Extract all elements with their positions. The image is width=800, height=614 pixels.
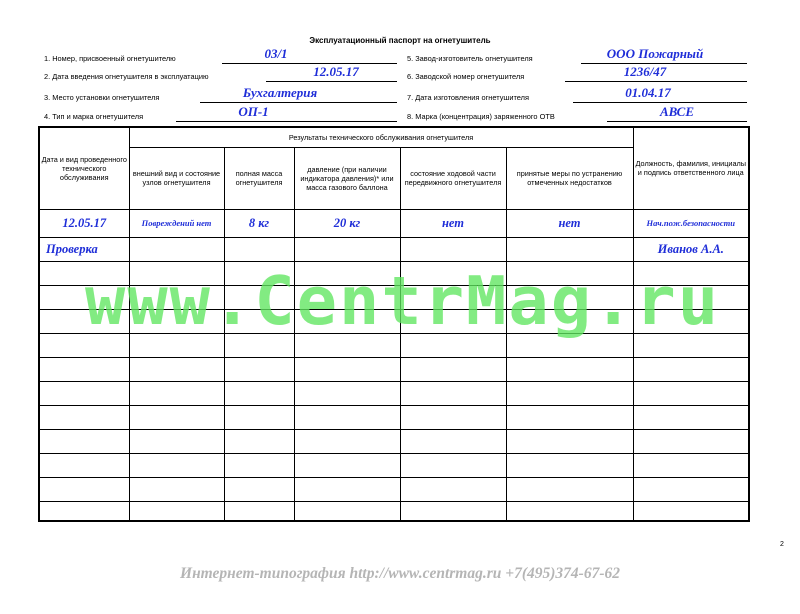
document-title: Эксплуатационный паспорт на огнетушитель xyxy=(309,36,491,45)
field-agent-value: АВСЕ xyxy=(659,104,695,119)
table-cell: нет xyxy=(506,209,633,237)
table-cell: Проверка xyxy=(39,237,129,261)
field-manufacture-date-line xyxy=(573,102,747,103)
table-cell: 12.05.17 xyxy=(39,209,129,237)
field-location-label: 3. Место установки огнетушителя xyxy=(44,93,160,102)
table-cell: Нач.пож.безопасности xyxy=(633,209,749,237)
footer-text: Интернет-типография http://www.centrmag.ru +7(495)374-67-62 xyxy=(180,565,620,582)
field-manufacturer-value: ООО Пожарный xyxy=(606,46,704,61)
field-commission-date-label: 2. Дата введения огнетушителя в эксплуатацию xyxy=(44,72,209,81)
field-manufacture-date xyxy=(407,85,752,103)
field-agent-line xyxy=(607,121,747,122)
field-serial-line xyxy=(565,81,747,82)
field-type xyxy=(44,104,399,122)
header-mass: полная масса огнетушителя xyxy=(224,147,294,209)
table-row xyxy=(39,429,749,453)
field-agent xyxy=(407,104,752,122)
field-type-label: 4. Тип и марка огнетушителя xyxy=(44,112,144,121)
table-row xyxy=(39,501,749,521)
table-row xyxy=(39,357,749,381)
table-row xyxy=(39,381,749,405)
table-cell: 8 кг xyxy=(224,209,294,237)
field-serial xyxy=(407,64,752,82)
field-number-label: 1. Номер, присвоенный огнетушителю xyxy=(44,54,176,63)
table-cell xyxy=(400,237,506,261)
table-cell xyxy=(294,237,400,261)
field-commission-date-value: 12.05.17 xyxy=(313,64,359,79)
field-type-line xyxy=(176,121,397,122)
header-responsible: Должность, фамилия, инициалы и подпись ответственного лица xyxy=(633,127,749,209)
header-results-group: Результаты технического обслуживания огнетушителя xyxy=(129,127,633,147)
field-location xyxy=(44,85,399,103)
header-appearance: внешний вид и состояние узлов огнетушителя xyxy=(129,147,224,209)
table-cell: нет xyxy=(400,209,506,237)
table-row xyxy=(39,477,749,501)
table-cell xyxy=(129,237,224,261)
field-location-line xyxy=(200,102,397,103)
field-type-value: ОП-1 xyxy=(238,104,269,119)
table-cell xyxy=(224,237,294,261)
field-location-value: Бухгалтерия xyxy=(242,85,318,100)
header-chassis: состояние ходовой части передвижного огнетушителя xyxy=(400,147,506,209)
table-cell xyxy=(506,237,633,261)
field-number-value: 03/1 xyxy=(264,46,288,61)
field-commission-date-line xyxy=(266,81,397,82)
table-cell: Повреждений нет xyxy=(129,209,224,237)
page-number: 2 xyxy=(780,541,784,548)
table-row xyxy=(39,453,749,477)
field-manufacturer-label: 5. Завод-изготовитель огнетушителя xyxy=(407,54,533,63)
table-cell: Иванов А.А. xyxy=(633,237,749,261)
table-row xyxy=(39,405,749,429)
watermark-text: www.CentrMag.ru xyxy=(85,262,721,340)
field-number xyxy=(44,46,399,64)
field-agent-label: 8. Марка (концентрация) заряженного ОТВ xyxy=(407,112,555,121)
field-commission-date xyxy=(44,64,399,82)
field-serial-label: 6. Заводской номер огнетушителя xyxy=(407,72,525,81)
field-manufacture-date-value: 01.04.17 xyxy=(625,85,671,100)
table-cell: 20 кг xyxy=(294,209,400,237)
header-measures: принятые меры по устранению отмеченных недостатков xyxy=(506,147,633,209)
field-manufacture-date-label: 7. Дата изготовления огнетушителя xyxy=(407,93,529,102)
header-date: Дата и вид проведенного технического обслуживания xyxy=(39,127,129,209)
field-serial-value: 1236/47 xyxy=(623,64,667,79)
header-pressure: давление (при наличии индикатора давления)* или масса газового баллона xyxy=(294,147,400,209)
field-manufacturer xyxy=(407,46,752,64)
